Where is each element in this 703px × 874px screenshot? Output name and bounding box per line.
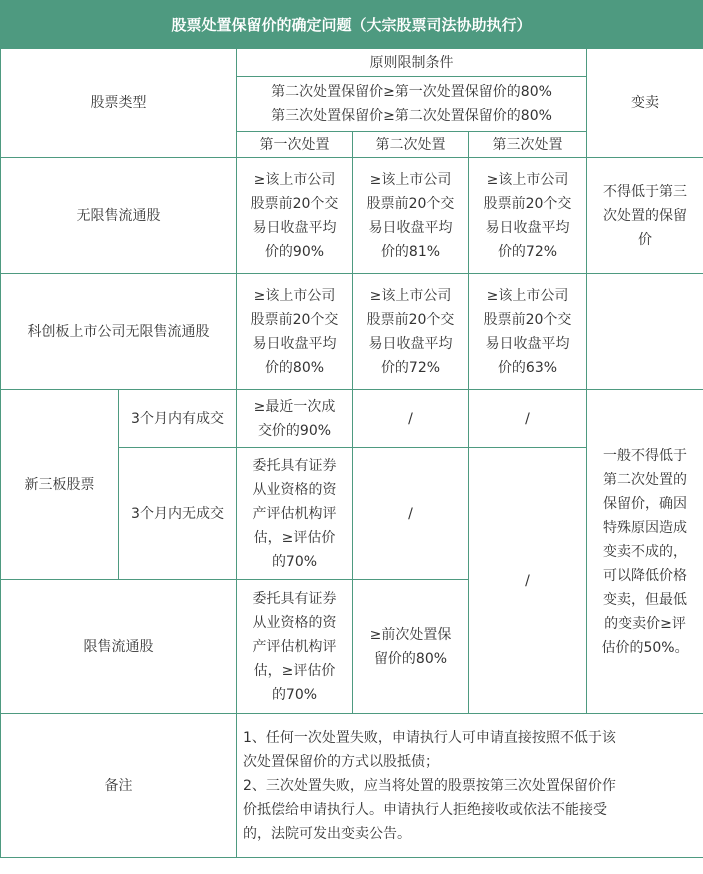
star-first: ≥该上市公司 股票前20个交 易日收盘平均 价的80% <box>237 274 353 390</box>
star-third: ≥该上市公司 股票前20个交 易日收盘平均 价的63% <box>469 274 587 390</box>
row-label-neeq: 新三板股票 <box>1 390 119 580</box>
neeq-traded-label: 3个月内有成交 <box>119 390 237 448</box>
restricted-first: 委托具有证券 从业资格的资 产评估机构评 估，≥评估价 的70% <box>237 580 353 714</box>
principle-rule-second: 第二次处置保留价≥第一次处置保留价的80% <box>271 84 552 100</box>
neeq-traded-first: ≥最近一次成 交价的90% <box>237 390 353 448</box>
header-first-disposal: 第一次处置 <box>237 132 353 158</box>
restricted-second: ≥前次处置保 留价的80% <box>353 580 469 714</box>
row-label-star: 科创板上市公司无限售流通股 <box>1 274 237 390</box>
star-second: ≥该上市公司 股票前20个交 易日收盘平均 价的72% <box>353 274 469 390</box>
header-stock-type: 股票类型 <box>1 49 237 158</box>
header-principle: 原则限制条件 <box>237 49 587 77</box>
row-label-restricted: 限售流通股 <box>1 580 237 714</box>
neeq-untraded-label: 3个月内无成交 <box>119 448 237 580</box>
price-table <box>0 48 703 858</box>
neeq-untraded-first: 委托具有证券 从业资格的资 产评估机构评 估，≥评估价 的70% <box>237 448 353 580</box>
row-label-unlimited: 无限售流通股 <box>1 158 237 274</box>
unlimited-second: ≥该上市公司 股票前20个交 易日收盘平均 价的81% <box>353 158 469 274</box>
neeq-untraded-second: / <box>353 448 469 580</box>
header-principle-rules <box>237 77 587 132</box>
neeq-traded-second: / <box>353 390 469 448</box>
neeq-untraded-restricted-third: / <box>469 448 587 714</box>
unlimited-first: ≥该上市公司 股票前20个交 易日收盘平均 价的90% <box>237 158 353 274</box>
unlimited-third: ≥该上市公司 股票前20个交 易日收盘平均 价的72% <box>469 158 587 274</box>
principle-rule-third: 第三次处置保留价≥第二次处置保留价的80% <box>271 108 552 124</box>
unlimited-sell: 不得低于第三 次处置的保留 价 <box>587 158 703 274</box>
remarks-text: 1、任何一次处置失败，申请执行人可申请直接按照不低于该 次处置保留价的方式以股抵债； 2、三次处置失败，应当将处置的股票按第三次处置保留价作 价抵偿给申请执行人。申请执行人拒绝接收或依法不能接受 的，法院可发出变卖公告。 <box>237 714 703 858</box>
neeq-restricted-sell: 一般不得低于 第二次处置的 保留价，确因 特殊原因造成 变卖不成的， 可以降低价格 变卖，但最低 的变卖价≥评 估价的50%。 <box>587 390 703 714</box>
header-third-disposal: 第三次处置 <box>469 132 587 158</box>
header-second-disposal: 第二次处置 <box>353 132 469 158</box>
remarks-label: 备注 <box>1 714 237 858</box>
table-title: 股票处置保留价的确定问题（大宗股票司法协助执行） <box>0 0 703 48</box>
header-sell: 变卖 <box>587 49 703 158</box>
star-sell-empty <box>587 274 703 390</box>
neeq-traded-third: / <box>469 390 587 448</box>
